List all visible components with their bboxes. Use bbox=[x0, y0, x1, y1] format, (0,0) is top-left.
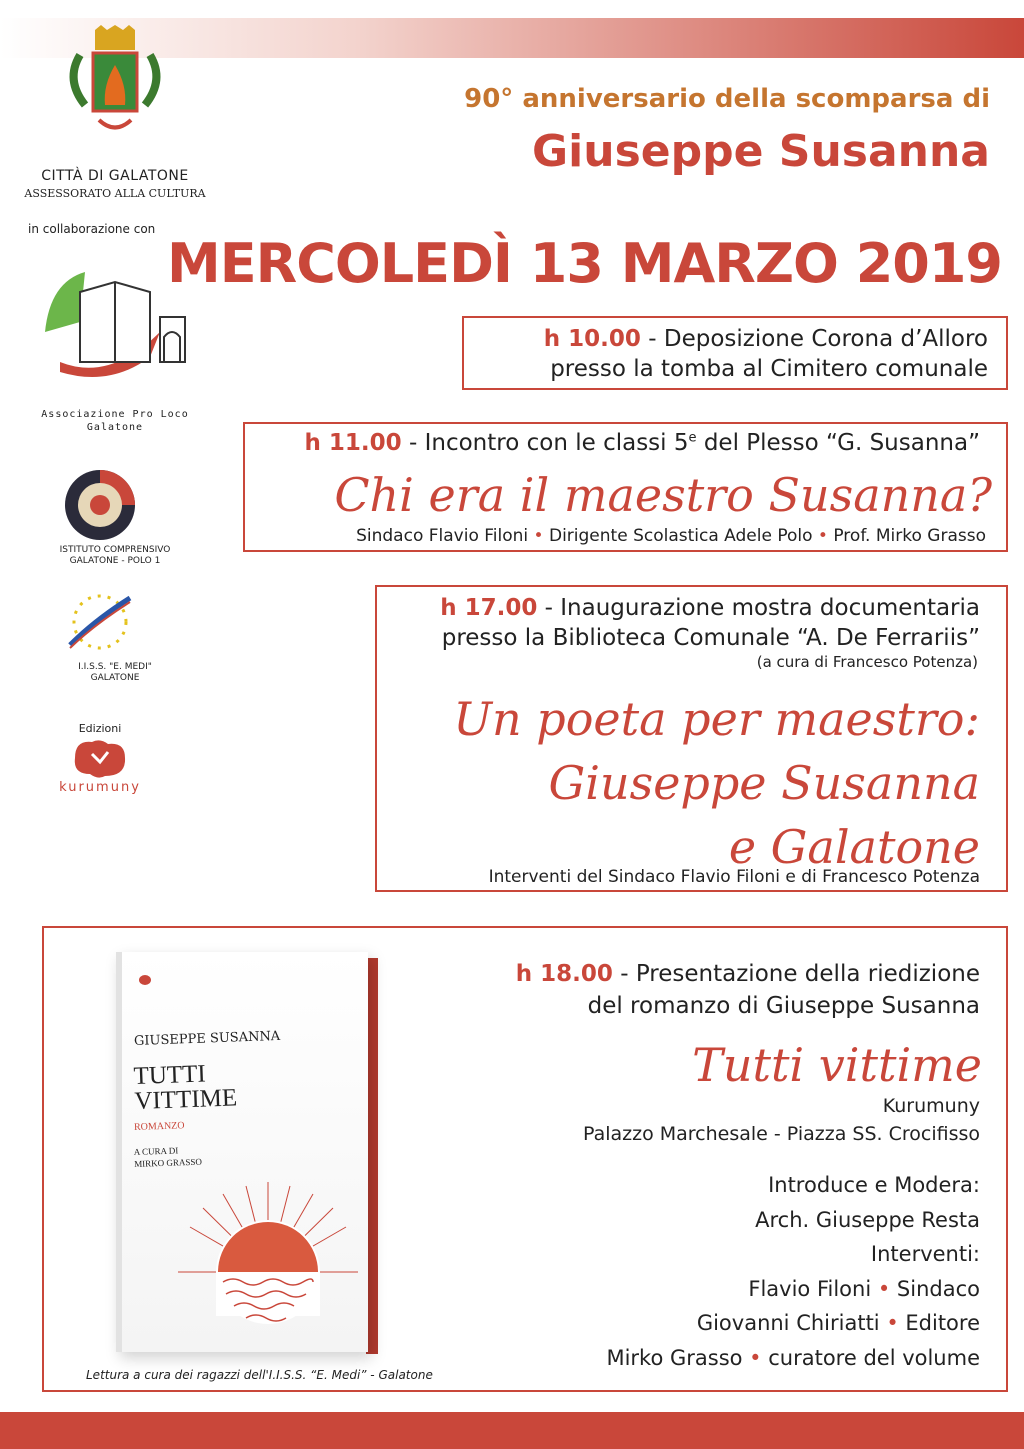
book-publisher-icon bbox=[138, 974, 152, 986]
event-3-line3: (a cura di Francesco Potenza) bbox=[756, 653, 978, 671]
event-4-speaker-3-role: curatore del volume bbox=[768, 1345, 980, 1370]
event-4-sep-1: • bbox=[871, 1276, 897, 1301]
event-2-speaker-3: Prof. Mirko Grasso bbox=[833, 526, 986, 546]
event-4-speaker-2-role: Editore bbox=[905, 1311, 980, 1335]
event-4-venue: Palazzo Marchesale - Piazza SS. Crocifisso bbox=[582, 1123, 980, 1145]
event-4-speaker-2-name: Giovanni Chiriatti bbox=[696, 1311, 880, 1335]
book-cover bbox=[116, 952, 374, 1352]
header-name: Giuseppe Susanna bbox=[532, 126, 990, 177]
event-3-box bbox=[375, 585, 1008, 892]
event-4-speaker-1-name: Flavio Filoni bbox=[748, 1276, 872, 1301]
proloco-name-1: Associazione Pro Loco bbox=[41, 409, 189, 420]
event-3-title-2: Giuseppe Susanna bbox=[548, 756, 980, 810]
event-3-footer: Interventi del Sindaco Flavio Filoni e di Francesco Potenza bbox=[488, 867, 980, 887]
event-4-time: h 18.00 bbox=[515, 961, 613, 987]
edizioni-label: Edizioni bbox=[78, 722, 122, 735]
city-name: CITTÀ DI GALATONE bbox=[41, 168, 189, 184]
event-2-speaker-1: Sindaco Flavio Filoni bbox=[356, 526, 529, 546]
collab-label: in collaborazione con bbox=[28, 222, 156, 236]
event-3-title-3: e Galatone bbox=[728, 820, 980, 874]
kurumuny-wordmark: kurumuny bbox=[59, 780, 141, 795]
event-1-box bbox=[462, 316, 1008, 390]
galatone-coat-of-arms bbox=[55, 25, 175, 160]
event-3-line1: - Inaugurazione mostra documentaria bbox=[537, 595, 980, 621]
event-4-line1: - Presentazione della riedizione bbox=[612, 961, 980, 987]
event-date: MERCOLEDÌ 13 MARZO 2019 bbox=[167, 232, 1002, 295]
event-2-time: h 11.00 bbox=[304, 430, 402, 456]
event-4-line2: del romanzo di Giuseppe Susanna bbox=[587, 993, 980, 1019]
event-4-sep-3: • bbox=[742, 1345, 769, 1370]
event-4-interventi-label: Interventi: bbox=[870, 1242, 980, 1266]
event-2-sup: e bbox=[688, 430, 697, 446]
event-2-line1b: del Plesso “G. Susanna” bbox=[696, 430, 980, 456]
book-title-1: TUTTI bbox=[133, 1060, 207, 1090]
iiss-name-1: I.I.S.S. "E. MEDI" bbox=[78, 662, 152, 672]
book-sun-illustration bbox=[178, 1162, 358, 1342]
office-name: ASSESSORATO ALLA CULTURA bbox=[24, 187, 206, 200]
istituto-logo bbox=[63, 468, 138, 543]
iiss-logo bbox=[65, 590, 135, 655]
istituto-name-2: GALATONE - POLO 1 bbox=[69, 556, 161, 566]
bottom-bar bbox=[0, 1412, 1024, 1449]
event-1-time: h 10.00 bbox=[543, 326, 641, 352]
book-cura-2: MIRKO GRASSO bbox=[134, 1156, 203, 1169]
event-2-line1: - Incontro con le classi 5 bbox=[401, 430, 689, 456]
event-2-sep-1: • bbox=[528, 526, 549, 546]
event-4-speaker-1-role: Sindaco bbox=[896, 1276, 980, 1301]
kurumuny-logo bbox=[70, 738, 130, 780]
event-3-title-1: Un poeta per maestro: bbox=[453, 692, 980, 746]
reading-note: Lettura a cura dei ragazzi dell'I.I.S.S. “E. Medi” - Galatone bbox=[86, 1368, 433, 1382]
event-4-publisher: Kurumuny bbox=[882, 1095, 980, 1117]
event-4-sep-2: • bbox=[879, 1311, 906, 1335]
event-4-moderator: Arch. Giuseppe Resta bbox=[755, 1207, 980, 1232]
event-4-box bbox=[42, 926, 1008, 1392]
istituto-name-1: ISTITUTO COMPRENSIVO bbox=[59, 545, 171, 555]
event-2-speaker-2: Dirigente Scolastica Adele Polo bbox=[548, 526, 813, 546]
event-2-sep-2: • bbox=[812, 526, 834, 546]
proloco-name-2: Galatone bbox=[86, 422, 144, 433]
event-2-title: Chi era il maestro Susanna? bbox=[334, 468, 992, 522]
event-1-line1: - Deposizione Corona d’Alloro bbox=[640, 326, 988, 352]
anniversary-line: 90° anniversario della scomparsa di bbox=[464, 84, 990, 114]
iiss-name-2: GALATONE bbox=[90, 673, 140, 683]
event-3-time: h 17.00 bbox=[440, 595, 538, 621]
event-1-line2: presso la tomba al Cimitero comunale bbox=[550, 356, 988, 382]
book-cura-1: A CURA DI bbox=[133, 1145, 179, 1158]
event-4-title: Tutti vittime bbox=[692, 1038, 982, 1092]
book-author: GIUSEPPE SUSANNA bbox=[133, 1028, 281, 1049]
book-genre: ROMANZO bbox=[133, 1120, 185, 1133]
event-3-line2: presso la Biblioteca Comunale “A. De Ferrariis” bbox=[441, 625, 980, 651]
event-4-speaker-3-name: Mirko Grasso bbox=[606, 1345, 743, 1370]
book-title-2: VITTIME bbox=[133, 1084, 238, 1115]
event-2-box bbox=[243, 422, 1008, 552]
event-4-intro-label: Introduce e Modera: bbox=[768, 1173, 980, 1197]
